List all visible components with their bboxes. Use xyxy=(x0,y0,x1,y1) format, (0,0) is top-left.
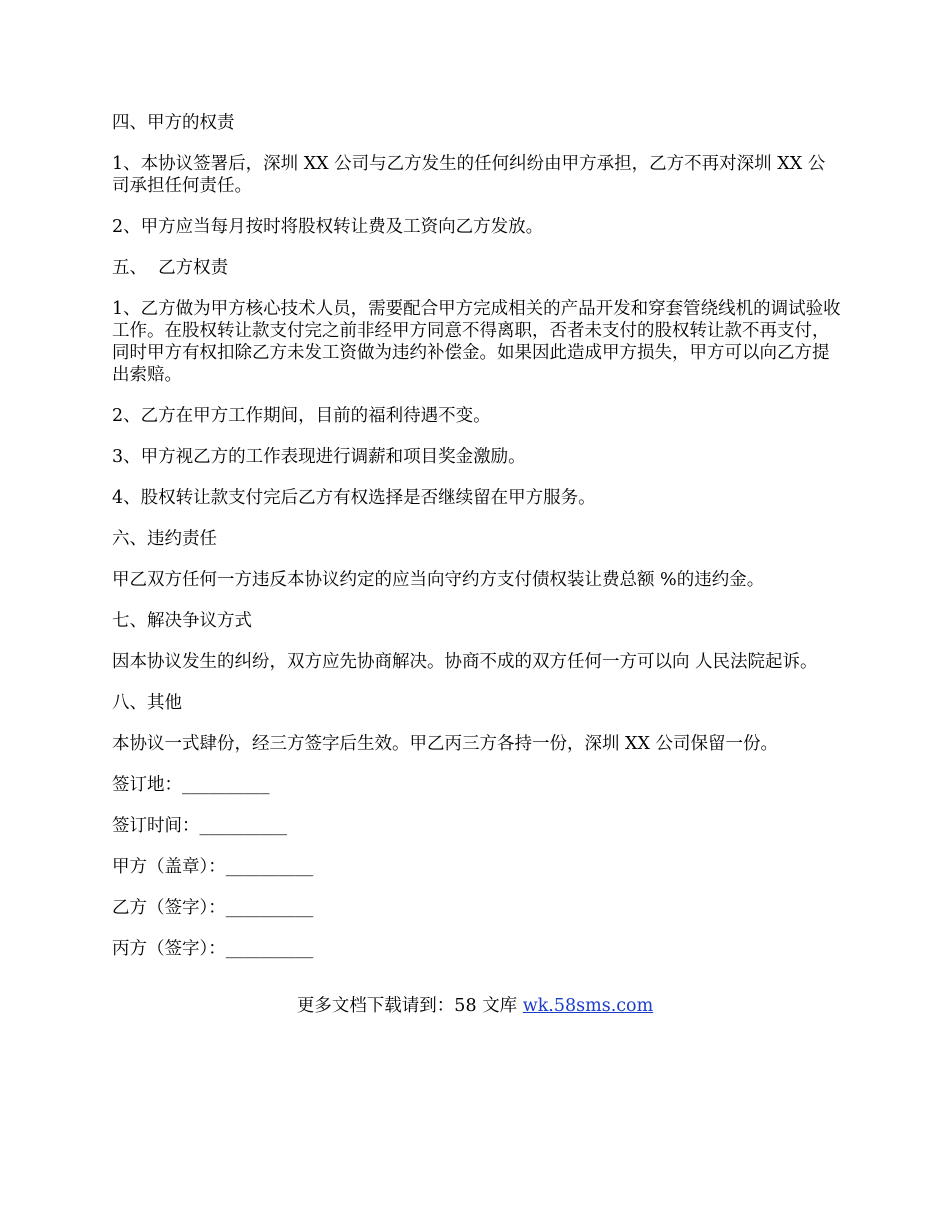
clause-5-4: 4、股权转让款支付完后乙方有权选择是否继续留在甲方服务。 xyxy=(112,488,596,508)
footer xyxy=(0,994,950,1018)
section-heading-6: 六、违约责任 xyxy=(112,529,217,549)
party-b-signature: 乙方（签字）：__________ xyxy=(112,898,314,918)
party-c-signature: 丙方（签字）：__________ xyxy=(112,939,314,959)
clause-5-2: 2、乙方在甲方工作期间，目前的福利待遇不变。 xyxy=(112,406,491,426)
clause-4-1: 1、本协议签署后，深圳 XX 公司与乙方发生的任何纠纷由甲方承担，乙方不再对深圳 XX 公司承担任何责任。 xyxy=(112,154,826,196)
footer-link[interactable]: wk.58sms.com xyxy=(522,996,654,1016)
signing-place: 签订地：__________ xyxy=(112,775,270,795)
section-heading-8: 八、其他 xyxy=(112,693,182,713)
section-heading-4: 四、甲方的权责 xyxy=(112,113,235,133)
clause-5-1: 1、乙方做为甲方核心技术人员，需要配合甲方完成相关的产品开发和穿套管绕线机的调试验收工作。在股权转让款支付完之前非经甲方同意不得离职，否者未支付的股权转让款不再支付，同时甲方有权扣除乙方未发工资做为违约补偿金。如果因此造成甲方损失，甲方可以向乙方提出索赔。 xyxy=(112,299,841,385)
signing-time: 签订时间：__________ xyxy=(112,816,287,836)
clause-8: 本协议一式肆份，经三方签字后生效。甲乙丙三方各持一份，深圳 XX 公司保留一份。 xyxy=(112,734,779,754)
footer-text: 更多文档下载请到：58 文库 xyxy=(296,996,523,1016)
clause-4-2: 2、甲方应当每月按时将股权转让费及工资向乙方发放。 xyxy=(112,217,544,237)
party-a-seal: 甲方（盖章）：__________ xyxy=(112,857,314,877)
clause-7: 因本协议发生的纠纷，双方应先协商解决。协商不成的双方任何一方可以向 人民法院起诉。 xyxy=(112,652,818,672)
document-body xyxy=(112,112,842,979)
section-heading-7: 七、解决争议方式 xyxy=(112,611,252,631)
clause-6: 甲乙双方任何一方违反本协议约定的应当向守约方支付债权装让费总额 %的违约金。 xyxy=(112,570,765,590)
clause-5-3: 3、甲方视乙方的工作表现进行调薪和项目奖金激励。 xyxy=(112,447,526,467)
section-heading-5: 五、 乙方权责 xyxy=(112,258,229,278)
